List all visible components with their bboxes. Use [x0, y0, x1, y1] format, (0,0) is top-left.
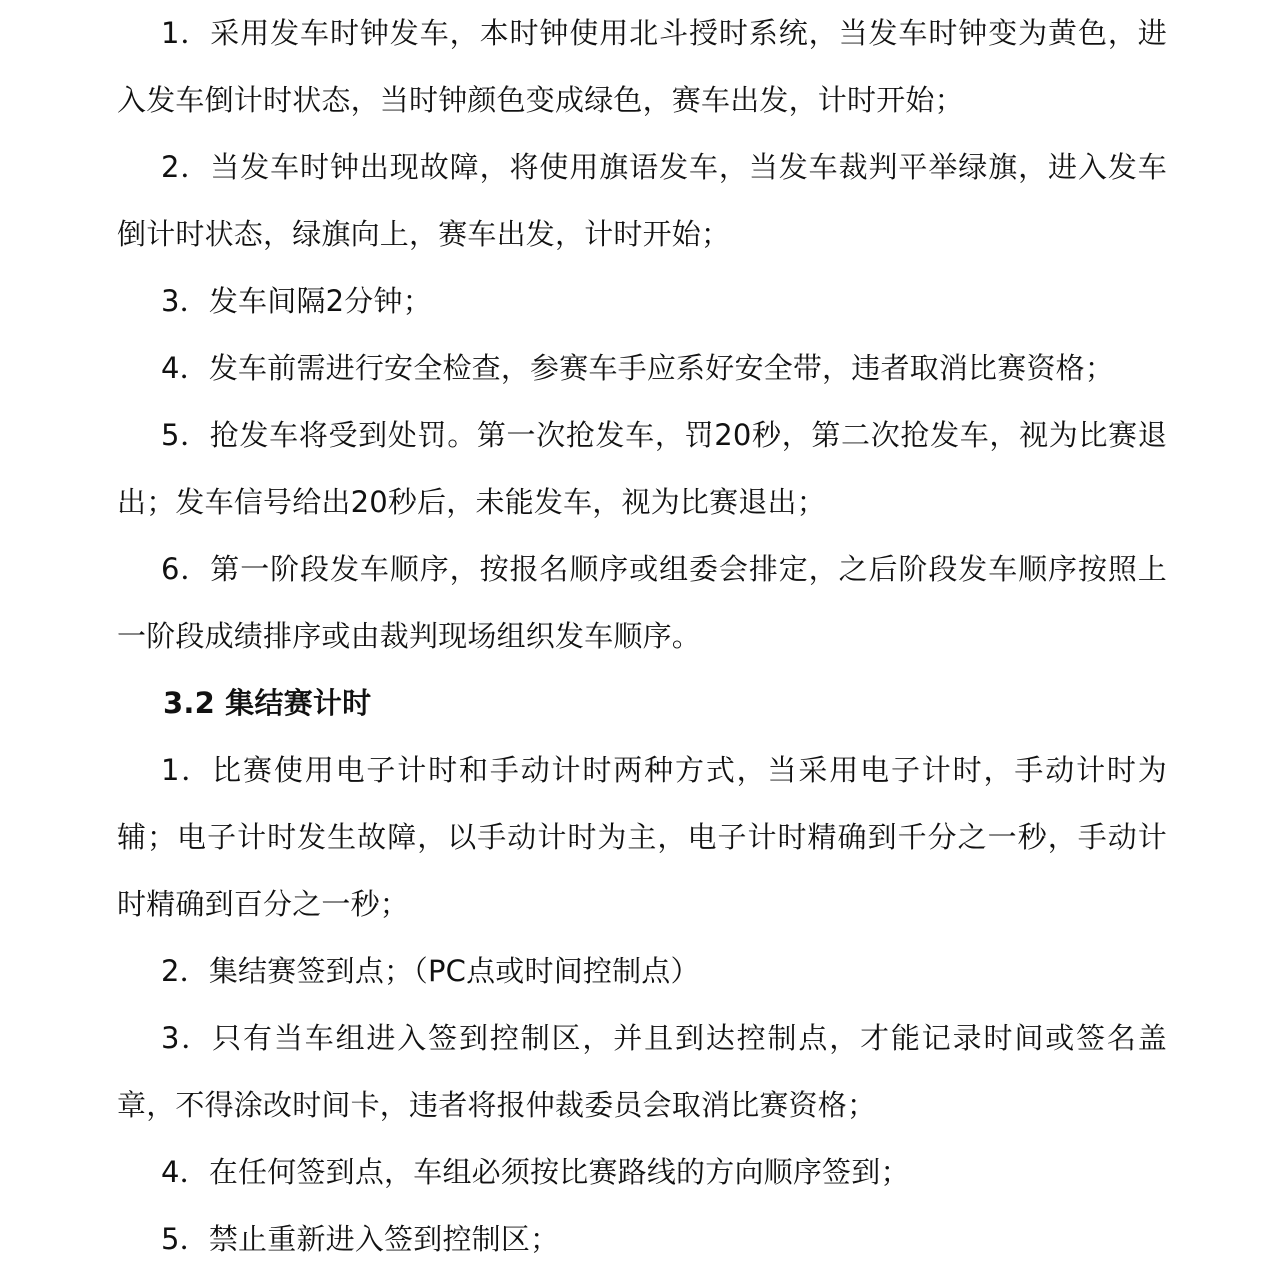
paragraph-timing-rule-1: 1．比赛使用电子计时和手动计时两种方式，当采用电子计时，手动计时为辅；电子计时发生故障，以手动计时为主，电子计时精确到千分之一秒，手动计时精确到百分之一秒；	[117, 753, 1167, 921]
paragraph-start-rule-6: 6．第一阶段发车顺序，按报名顺序或组委会排定，之后阶段发车顺序按照上一阶段成绩排序或由裁判现场组织发车顺序。	[117, 552, 1167, 653]
paragraph-start-rule-3: 3．发车间隔2分钟；	[161, 284, 432, 318]
paragraph-timing-rule-2: 2．集结赛签到点；（PC点或时间控制点）	[161, 954, 700, 988]
paragraph-start-rule-1: 1．采用发车时钟发车，本时钟使用北斗授时系统，当发车时钟变为黄色，进入发车倒计时状态，当时钟颜色变成绿色，赛车出发，计时开始；	[117, 16, 1167, 117]
paragraph-start-rule-2: 2．当发车时钟出现故障，将使用旗语发车，当发车裁判平举绿旗，进入发车倒计时状态，绿旗向上，赛车出发，计时开始；	[117, 150, 1167, 251]
paragraph-timing-rule-3: 3．只有当车组进入签到控制区，并且到达控制点，才能记录时间或签名盖章，不得涂改时间卡，违者将报仲裁委员会取消比赛资格；	[117, 1021, 1167, 1122]
paragraph-timing-rule-5: 5．禁止重新进入签到控制区；	[161, 1222, 560, 1256]
paragraph-timing-rule-4: 4．在任何签到点，车组必须按比赛路线的方向顺序签到；	[161, 1155, 910, 1189]
document-page	[117, 0, 1167, 1273]
paragraph-start-rule-5: 5．抢发车将受到处罚。第一次抢发车，罚20秒，第二次抢发车，视为比赛退出；发车信号给出20秒后，未能发车，视为比赛退出；	[117, 418, 1167, 519]
paragraph-start-rule-4: 4．发车前需进行安全检查，参赛车手应系好安全带，违者取消比赛资格；	[161, 351, 1115, 385]
section-heading-3-2: 3.2 集结赛计时	[163, 686, 372, 720]
